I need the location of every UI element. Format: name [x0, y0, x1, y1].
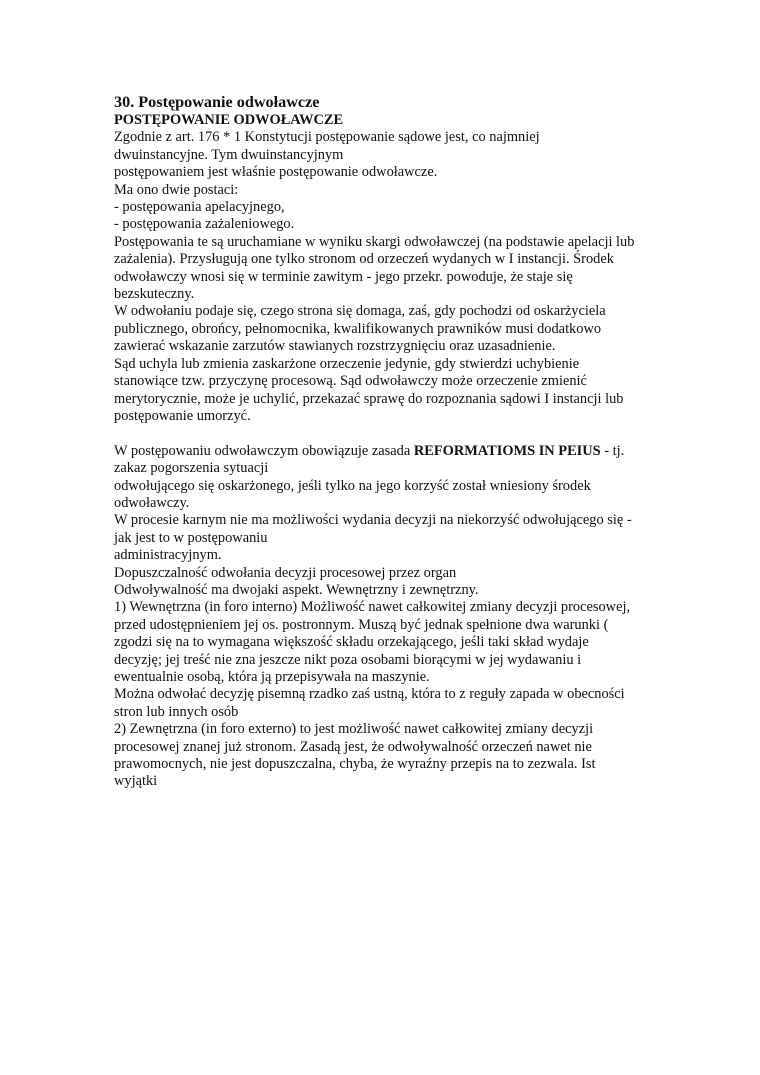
- text-line: odwoławczy wnosi się w terminie zawitym - jego przekr. powoduje, że staje się: [114, 268, 573, 285]
- text-line: jak jest to w postępowaniu: [114, 529, 268, 546]
- rule-line: [114, 443, 674, 460]
- text-line: ewentualnie osobą, która ją przepisywała na maszynie.: [114, 668, 430, 685]
- text-line: administracyjnym.: [114, 547, 222, 564]
- text-line: bezskuteczny.: [114, 286, 195, 303]
- text-line: Sąd uchyla lub zmienia zaskarżone orzeczenie jedynie, gdy stwierdzi uchybienie: [114, 355, 580, 372]
- section-heading: POSTĘPOWANIE ODWOŁAWCZE: [114, 112, 344, 128]
- text-line: - postępowania apelacyjnego,: [114, 199, 285, 216]
- rule-line-before: W postępowaniu odwoławczym obowiązuje zasada: [114, 442, 414, 459]
- text-line: stron lub innych osób: [114, 703, 239, 720]
- text-line: Odwoływalność ma dwojaki aspekt. Wewnętrzny i zewnętrzny.: [114, 581, 479, 598]
- text-line: zażalenia). Przysługują one tylko stronom od orzeczeń wydanych w I instancji. Środek: [114, 251, 614, 268]
- text-line: wyjątki: [114, 773, 158, 790]
- document-page: [114, 90, 674, 791]
- rule-name: REFORMATIOMS IN PEIUS: [413, 442, 601, 459]
- text-line: Dopuszczalność odwołania decyzji procesowej przez organ: [114, 564, 457, 581]
- paragraph-gap: [114, 425, 674, 442]
- text-line: Ma ono dwie postaci:: [114, 181, 239, 198]
- text-line: odwołującego się oskarżonego, jeśli tylko na jego korzyść został wniesiony środek: [114, 477, 591, 494]
- text-line: odwoławczy.: [114, 494, 190, 511]
- text-line: merytorycznie, może je uchylić, przekazać sprawę do rozpoznania sądowi I instancji lub: [114, 390, 624, 407]
- paragraph-block-2: [114, 460, 674, 791]
- text-line: stanowiące tzw. przyczynę procesową. Sąd odwoławczy może orzeczenie zmienić: [114, 373, 587, 390]
- page-title: 30. Postępowanie odwoławcze: [114, 93, 320, 111]
- text-line: 1) Wewnętrzna (in foro interno) Możliwość nawet całkowitej zmiany decyzji procesowej,: [114, 599, 631, 616]
- text-line: dwuinstancyjne. Tym dwuinstancyjnym: [114, 146, 344, 163]
- text-line: W odwołaniu podaje się, czego strona się domaga, zaś, gdy pochodzi od oskarżyciela: [114, 303, 606, 320]
- text-line: decyzję; jej treść nie zna jeszcze nikt poza osobami biorącymi w jej wydawaniu i: [114, 651, 582, 668]
- text-line: - postępowania zażaleniowego.: [114, 216, 295, 233]
- paragraph-block-1: [114, 129, 674, 425]
- text-line: postępowanie umorzyć.: [114, 407, 251, 424]
- text-line: zakaz pogorszenia sytuacji: [114, 460, 269, 477]
- text-line: Można odwołać decyzję pisemną rzadko zaś ustną, która to z reguły zapada w obecności: [114, 686, 625, 703]
- text-line: 2) Zewnętrzna (in foro externo) to jest możliwość nawet całkowitej zmiany decyzji: [114, 721, 594, 738]
- rule-line-after: - tj.: [600, 442, 625, 459]
- text-line: procesowej znanej już stronom. Zasadą jest, że odwoływalność orzeczeń nawet nie: [114, 738, 592, 755]
- text-line: publicznego, obrońcy, pełnomocnika, kwalifikowanych prawników musi dodatkowo: [114, 320, 602, 337]
- text-line: postępowaniem jest właśnie postępowanie odwoławcze.: [114, 164, 438, 181]
- text-line: przed udostępnieniem jej os. postronnym. Muszą być jednak spełnione dwa warunki (: [114, 616, 609, 633]
- text-line: zawierać wskazanie zarzutów stawianych rozstrzygnięciu oraz uzasadnienie.: [114, 338, 556, 355]
- text-line: W procesie karnym nie ma możliwości wydania decyzji na niekorzyść odwołującego się -: [114, 512, 632, 529]
- text-line: prawomocnych, nie jest dopuszczalna, chyba, że wyraźny przepis na to zezwala. Ist: [114, 756, 596, 773]
- text-line: zgodzi się na to wymagana większość składu orzekającego, jeśli taki skład wydaje: [114, 634, 589, 651]
- text-line: Zgodnie z art. 176 * 1 Konstytucji postępowanie sądowe jest, co najmniej: [114, 129, 540, 146]
- text-line: Postępowania te są uruchamiane w wyniku skargi odwoławczej (na podstawie apelacji lub: [114, 233, 635, 250]
